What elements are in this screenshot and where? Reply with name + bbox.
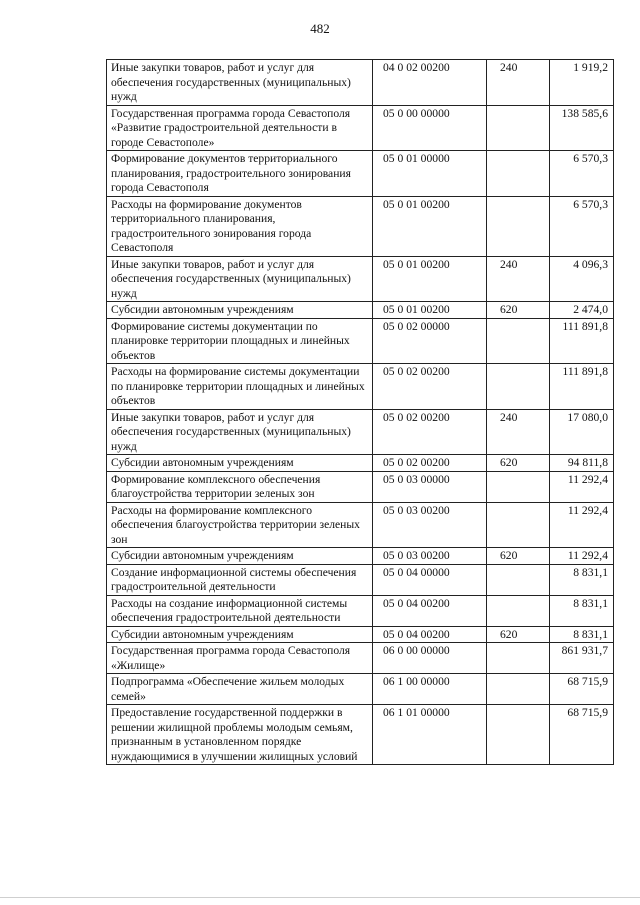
row-expense-type — [487, 705, 550, 765]
row-code: 05 0 04 00000 — [373, 564, 487, 595]
row-name: Формирование системы документации по планировке территории площадных и линейных объектов — [107, 318, 373, 364]
row-expense-type — [487, 564, 550, 595]
page-number: 482 — [310, 21, 330, 36]
table-row — [107, 409, 614, 455]
row-code: 05 0 04 00200 — [373, 595, 487, 626]
row-code: 05 0 02 00200 — [373, 364, 487, 410]
row-name: Субсидии автономным учреждениям — [107, 302, 373, 319]
table-row — [107, 502, 614, 548]
row-code: 05 0 02 00000 — [373, 318, 487, 364]
row-amount: 6 570,3 — [550, 196, 614, 256]
table-row — [107, 364, 614, 410]
row-code: 06 0 00 00000 — [373, 643, 487, 674]
row-code: 05 0 01 00200 — [373, 196, 487, 256]
row-expense-type — [487, 151, 550, 197]
row-name: Расходы на формирование системы документации по планировке территории площадных и линейных объектов — [107, 364, 373, 410]
row-expense-type — [487, 196, 550, 256]
row-name: Субсидии автономным учреждениям — [107, 455, 373, 472]
row-amount: 68 715,9 — [550, 674, 614, 705]
table-row — [107, 471, 614, 502]
row-amount: 8 831,1 — [550, 626, 614, 643]
row-name: Формирование комплексного обеспечения благоустройства территории зеленых зон — [107, 471, 373, 502]
row-name: Создание информационной системы обеспечения градостроительной деятельности — [107, 564, 373, 595]
table-row — [107, 548, 614, 565]
table-row — [107, 705, 614, 765]
row-amount: 6 570,3 — [550, 151, 614, 197]
row-name: Субсидии автономным учреждениям — [107, 626, 373, 643]
row-name: Субсидии автономным учреждениям — [107, 548, 373, 565]
row-amount: 8 831,1 — [550, 595, 614, 626]
row-name: Расходы на формирование документов территориального планирования, градостроительного зонирования города Севастополя — [107, 196, 373, 256]
row-name: Государственная программа города Севастополя «Развитие градостроительной деятельности в городе Севастополе» — [107, 105, 373, 151]
row-amount: 111 891,8 — [550, 364, 614, 410]
row-name: Иные закупки товаров, работ и услуг для обеспечения государственных (муниципальных) нужд — [107, 409, 373, 455]
table-row — [107, 455, 614, 472]
row-amount: 17 080,0 — [550, 409, 614, 455]
table-row — [107, 60, 614, 106]
row-code: 05 0 03 00200 — [373, 548, 487, 565]
table-row — [107, 318, 614, 364]
row-amount: 94 811,8 — [550, 455, 614, 472]
row-code: 05 0 03 00000 — [373, 471, 487, 502]
row-code: 05 0 02 00200 — [373, 409, 487, 455]
row-code: 05 0 03 00200 — [373, 502, 487, 548]
row-code: 06 1 00 00000 — [373, 674, 487, 705]
row-expense-type: 620 — [487, 626, 550, 643]
row-name: Государственная программа города Севастополя «Жилище» — [107, 643, 373, 674]
row-expense-type: 620 — [487, 548, 550, 565]
row-code: 05 0 04 00200 — [373, 626, 487, 643]
row-code: 05 0 01 00200 — [373, 256, 487, 302]
row-code: 05 0 00 00000 — [373, 105, 487, 151]
row-amount: 861 931,7 — [550, 643, 614, 674]
row-expense-type — [487, 318, 550, 364]
table-row — [107, 196, 614, 256]
row-expense-type — [487, 595, 550, 626]
page-bottom-edge — [0, 897, 640, 898]
table-row — [107, 643, 614, 674]
row-name: Предоставление государственной поддержки в решении жилищной проблемы молодым семьям, признанным в установленном порядке нуждающимися в улучшении жилищных условий — [107, 705, 373, 765]
row-expense-type: 620 — [487, 302, 550, 319]
row-code: 05 0 01 00200 — [373, 302, 487, 319]
table-row — [107, 256, 614, 302]
budget-table-body — [107, 60, 614, 765]
table-row — [107, 595, 614, 626]
row-expense-type: 240 — [487, 60, 550, 106]
row-amount: 11 292,4 — [550, 471, 614, 502]
row-amount: 11 292,4 — [550, 548, 614, 565]
row-expense-type — [487, 471, 550, 502]
row-amount: 4 096,3 — [550, 256, 614, 302]
row-amount: 11 292,4 — [550, 502, 614, 548]
row-name: Иные закупки товаров, работ и услуг для обеспечения государственных (муниципальных) нужд — [107, 256, 373, 302]
row-amount: 68 715,9 — [550, 705, 614, 765]
row-name: Формирование документов территориального планирования, градостроительного зонирования города Севастополя — [107, 151, 373, 197]
row-expense-type — [487, 105, 550, 151]
row-amount: 8 831,1 — [550, 564, 614, 595]
row-amount: 138 585,6 — [550, 105, 614, 151]
row-expense-type: 620 — [487, 455, 550, 472]
row-expense-type — [487, 364, 550, 410]
row-code: 05 0 02 00200 — [373, 455, 487, 472]
row-expense-type — [487, 674, 550, 705]
budget-table — [106, 59, 614, 765]
row-expense-type: 240 — [487, 256, 550, 302]
row-name: Расходы на создание информационной системы обеспечения градостроительной деятельности — [107, 595, 373, 626]
table-row — [107, 151, 614, 197]
table-row — [107, 302, 614, 319]
row-amount: 2 474,0 — [550, 302, 614, 319]
row-code: 05 0 01 00000 — [373, 151, 487, 197]
table-row — [107, 674, 614, 705]
row-code: 04 0 02 00200 — [373, 60, 487, 106]
row-name: Иные закупки товаров, работ и услуг для обеспечения государственных (муниципальных) нужд — [107, 60, 373, 106]
row-code: 06 1 01 00000 — [373, 705, 487, 765]
row-amount: 111 891,8 — [550, 318, 614, 364]
row-expense-type: 240 — [487, 409, 550, 455]
row-name: Расходы на формирование комплексного обеспечения благоустройства территории зеленых зон — [107, 502, 373, 548]
row-expense-type — [487, 643, 550, 674]
row-name: Подпрограмма «Обеспечение жильем молодых семей» — [107, 674, 373, 705]
table-row — [107, 564, 614, 595]
row-expense-type — [487, 502, 550, 548]
table-row — [107, 626, 614, 643]
row-amount: 1 919,2 — [550, 60, 614, 106]
table-row — [107, 105, 614, 151]
